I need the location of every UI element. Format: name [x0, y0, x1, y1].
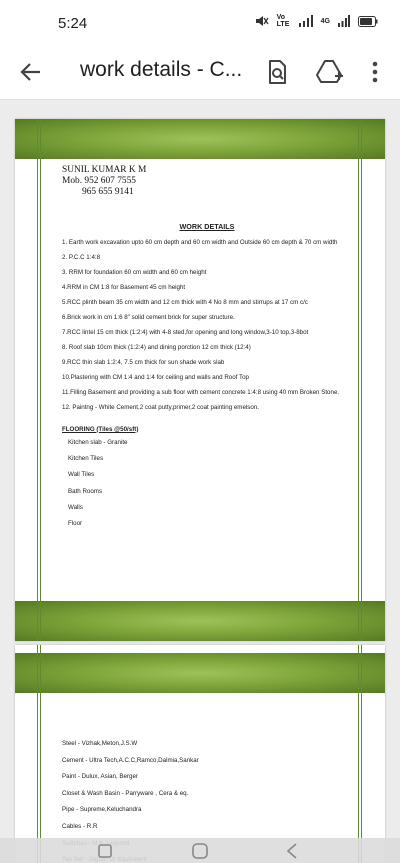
flooring-heading: FLOORING (Tiles @50/sft) [62, 425, 139, 433]
contact-mobile-2: 965 655 9141 [82, 187, 134, 197]
contact-block [62, 165, 352, 198]
work-item: 2. P.C.C 1:4:8 [62, 254, 101, 261]
flooring-item: Wall Tiles [68, 471, 95, 479]
page-border-line [358, 119, 359, 641]
work-item: 4.RRM in CM 1:8 for Basement 45 cm height [62, 284, 186, 291]
system-nav-bar [0, 838, 400, 863]
flooring-item: Kitchen Tiles [68, 454, 104, 462]
page-footer-band [15, 601, 385, 641]
page-border-line [361, 119, 362, 641]
flooring-item: Floor [68, 520, 83, 528]
search-in-document-icon[interactable] [261, 56, 293, 88]
material-item: Pipe - Supreme,Keluchandra [62, 806, 142, 814]
document-title: work details - C... [80, 58, 243, 81]
work-item: 3. RRM for foundation 60 cm width and 60 cm height [62, 269, 207, 276]
work-item: 9.RCC thin slab 1:2:4, 7.5 cm thick for sun shade work slab [62, 359, 225, 366]
status-icons [255, 14, 378, 28]
signal-icon-2 [338, 15, 350, 27]
status-time: 5:24 [58, 15, 88, 32]
page-border-line [37, 645, 38, 863]
home-icon[interactable] [191, 842, 209, 860]
material-item: Paint - Dulux, Asian, Berger [62, 773, 139, 781]
work-item: 8. Roof slab 10cm thick (1:2:4) and dining porction 12 cm thick (12:4) [62, 344, 251, 351]
work-items-list [62, 238, 352, 413]
document-page-1 [15, 119, 385, 641]
work-item: 1. Earth work excavation upto 60 cm depth and 60 cm width and Outside 60 cm depth & 70 cm width [62, 239, 338, 246]
volte-icon: Vo LTE [276, 14, 290, 28]
add-to-drive-icon[interactable] [313, 56, 345, 88]
page-1-content [62, 165, 352, 536]
contact-mobile: Mob. 952 607 7555 [62, 176, 136, 186]
material-item: Cement - Ultra Tech,A.C.C,Ramco,Dalmia,Sankar [62, 756, 199, 764]
back-nav-icon[interactable] [284, 842, 302, 860]
status-bar [0, 0, 400, 44]
signal-icon-1 [299, 15, 313, 27]
page-header-band [15, 653, 385, 693]
work-item: 11.Filling Basement and providing a sub floor with cement concrete 1:4:8 using 40 mm Broken Stone. [62, 389, 340, 396]
network-type-badge: 4G [320, 17, 330, 25]
flooring-item: Kitchen slab - Granite [68, 438, 128, 446]
document-page-2 [15, 645, 385, 863]
mute-icon [255, 15, 269, 27]
flooring-item: Walls [68, 504, 83, 512]
recents-icon[interactable] [96, 842, 114, 860]
material-item: Steel - Vizhak,Meton,J.S.W [62, 740, 138, 747]
work-item: 10.Plastering with CM 1:4 and 1:4 for ceiling and walls and Roof Top [62, 374, 249, 381]
work-item: 12. Paintng - White Cement,2 coat putty,primer,2 coat painting emelson. [62, 404, 259, 411]
page-border-line [37, 119, 38, 641]
work-item: 7.RCC lintel 15 cm thick (1:2:4) with 4-8 sted,for opening and long window,3-10 top,3-8bot [62, 329, 309, 336]
page-border-line [361, 645, 362, 863]
more-options-icon[interactable] [359, 56, 391, 88]
page-border-line [40, 645, 41, 863]
document-viewer[interactable] [0, 101, 400, 863]
page-border-line [358, 645, 359, 863]
material-item: Closet & Wash Basin - Parryware , Cera & eq. [62, 789, 189, 797]
app-toolbar [0, 44, 400, 100]
contact-name: SUNIL KUMAR K M [62, 165, 147, 175]
back-arrow-icon[interactable] [14, 56, 46, 88]
page-border-line [40, 119, 41, 641]
work-item: 6.Brick work in cm 1:6 8" solid cement brick for super structure. [62, 314, 235, 321]
flooring-item: Bath Rooms [68, 487, 103, 495]
flooring-list [62, 438, 352, 529]
material-item: Cables - R.R [62, 822, 98, 830]
work-details-heading: WORK DETAILS [179, 222, 235, 231]
page-header-band [15, 119, 385, 159]
battery-icon [358, 16, 378, 27]
work-item: 5.RCC plinth beam 35 cm width and 12 cm thick with 4 No 8 mm and stirrups at 17 cm c/c [62, 299, 308, 306]
